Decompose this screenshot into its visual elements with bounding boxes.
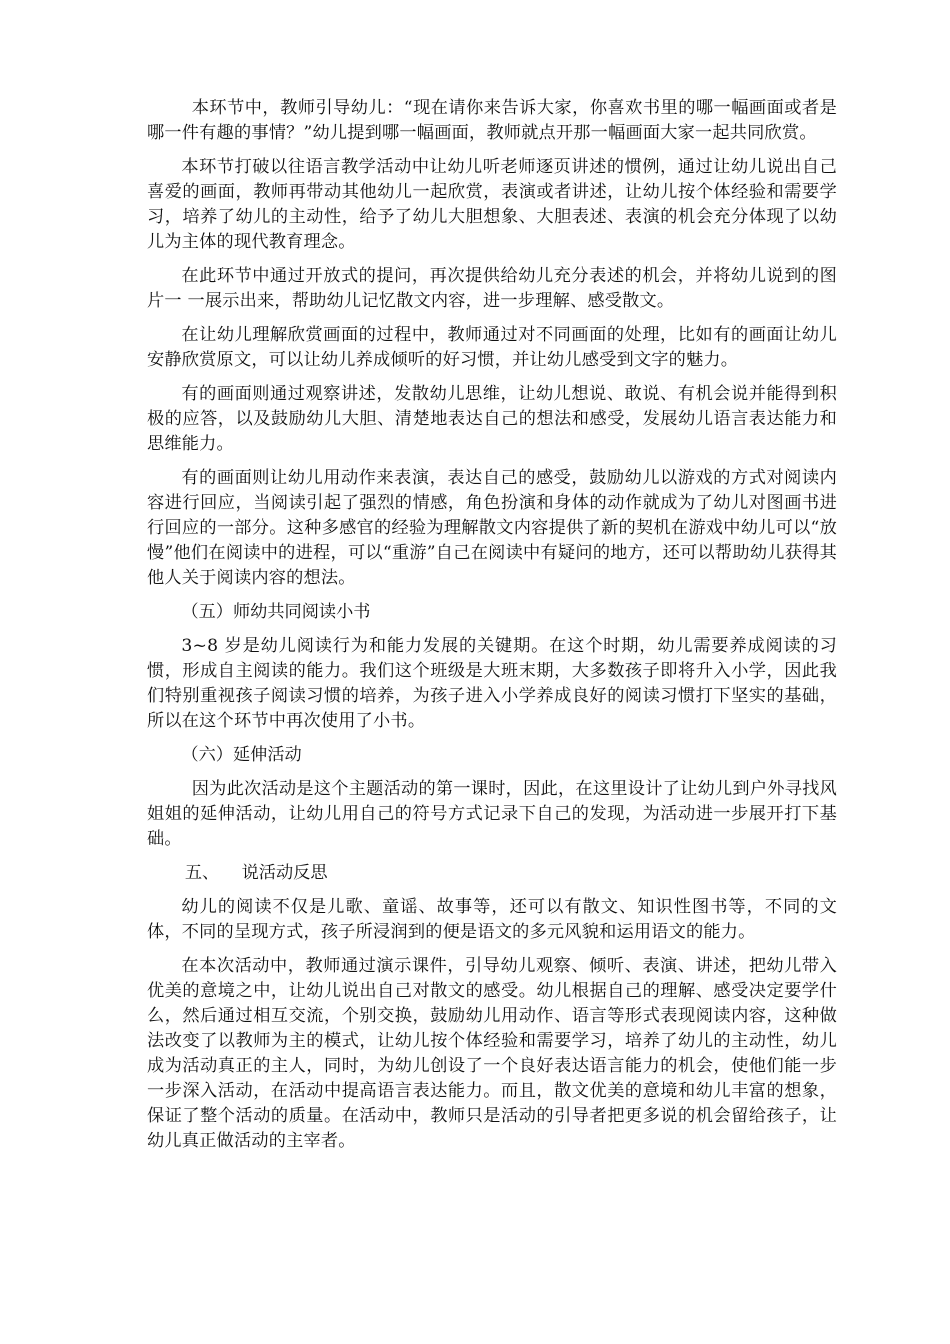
document-page [147,96,837,1163]
heading-step-five: （五）师幼共同阅读小书 [181,602,371,622]
heading-step-six: （六）延伸活动 [181,745,302,765]
section-title: 说活动反思 [241,863,328,883]
paragraph-intro-question: 本环节中，教师引导幼儿：“现在请你来告诉大家，你喜欢书里的哪一幅画面或者是哪一件有趣的事情？”幼儿提到哪一幅画面，教师就点开那一幅画面大家一起共同欣赏。 [147,98,837,143]
paragraph-action-performance: 有的画面则让幼儿用动作来表演，表达自己的感受，鼓励幼儿以游戏的方式对阅读内容进行回应，当阅读引起了强烈的情感，角色扮演和身体的动作就成为了幼儿对图画书进行回应的一部分。这种多感官的经验为理解散文内容提供了新的契机在游戏中幼儿可以“放慢”他们在阅读中的进程，可以“重游”自己在阅读中有疑问的地方，还可以帮助幼儿获得其他人关于阅读内容的想法。 [147,468,837,588]
paragraph-extension-activity: 因为此次活动是这个主题活动的第一课时，因此，在这里设计了让幼儿到户外寻找风姐姐的延伸活动，让幼儿用自己的符号方式记录下自己的发现，为活动进一步展开打下基础。 [147,779,837,849]
section-number: 五、 [184,863,220,883]
heading-section-five [147,861,837,886]
paragraph-reading-period: 3~8 岁是幼儿阅读行为和能力发展的关键期。在这个时期，幼儿需要养成阅读的习惯，形成自主阅读的能力。我们这个班级是大班末期，大多数孩子即将升入小学，因此我们特别重视孩子阅读习惯的培养，为孩子进入小学养成良好的阅读习惯打下坚实的基础，所以在这个环节中再次使用了小书。 [147,636,837,731]
paragraph-observation-narration: 有的画面则通过观察讲述，发散幼儿思维，让幼儿想说、敢说、有机会说并能得到积极的应答，以及鼓励幼儿大胆、清楚地表达自己的想法和感受，发展幼儿语言表达能力和思维能力。 [147,384,837,454]
paragraph-break-convention: 本环节打破以往语言教学活动中让幼儿听老师逐页讲述的惯例，通过让幼儿说出自己喜爱的画面，教师再带动其他幼儿一起欣赏，表演或者讲述，让幼儿按个体经验和需要学习，培养了幼儿的主动性，给予了幼儿大胆想象、大胆表述、表演的机会充分体现了以幼儿为主体的现代教育理念。 [147,157,837,252]
paragraph-reflection-summary: 在本次活动中，教师通过演示课件，引导幼儿观察、倾听、表演、讲述，把幼儿带入优美的意境之中，让幼儿说出自己对散文的感受。幼儿根据自己的理解、感受决定要学什么，然后通过相互交流，个别交换，鼓励幼儿用动作、语言等形式表现阅读内容，这种做法改变了以教师为主的模式，让幼儿按个体经验和需要学习，培养了幼儿的主动性，幼儿成为活动真正的主人，同时，为幼儿创设了一个良好表达语言能力的机会，使他们能一步一步深入活动，在活动中提高语言表达能力。而且，散文优美的意境和幼儿丰富的想象，保证了整个活动的质量。在活动中，教师只是活动的引导者把更多说的机会留给孩子，让幼儿真正做活动的主宰者。 [147,956,837,1151]
paragraph-reading-variety: 幼儿的阅读不仅是儿歌、童谣、故事等，还可以有散文、知识性图书等，不同的文体，不同的呈现方式，孩子所浸润到的便是语文的多元风貌和运用语文的能力。 [147,897,837,942]
paragraph-open-questions: 在此环节中通过开放式的提问，再次提供给幼儿充分表述的机会，并将幼儿说到的图片一 一展示出来，帮助幼儿记忆散文内容，进一步理解、感受散文。 [147,266,837,311]
paragraph-appreciate-pictures: 在让幼儿理解欣赏画面的过程中，教师通过对不同画面的处理，比如有的画面让幼儿安静欣赏原文，可以让幼儿养成倾听的好习惯，并让幼儿感受到文字的魅力。 [147,325,837,370]
